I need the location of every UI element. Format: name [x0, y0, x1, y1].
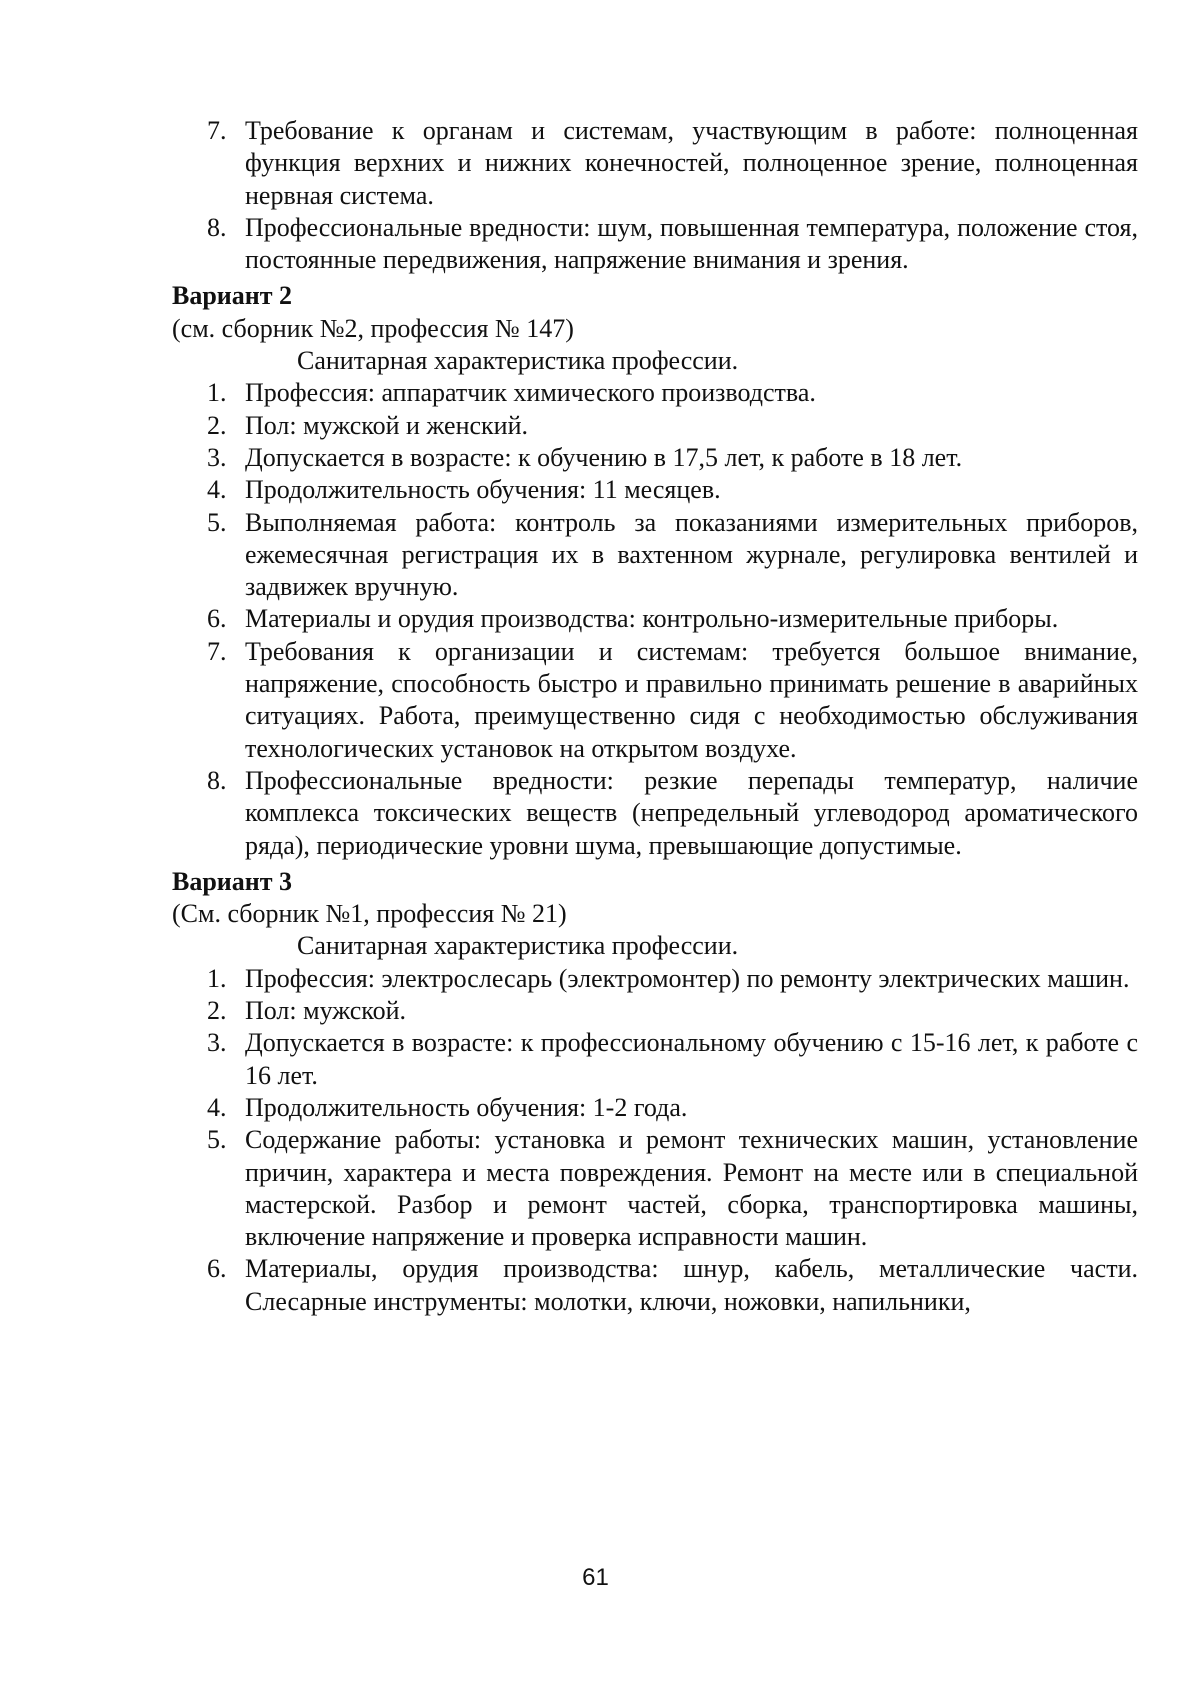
item-text: Материалы и орудия производства: контрольно-измерительные приборы.: [245, 604, 1059, 634]
item-text: Профессиональные вредности: резкие перепады температур, наличие комплекса токсических веществ (непредельный углеводород ароматического ряда), периодические уровни шума, превышающие допустимые.: [245, 765, 1138, 860]
item-number: 6.: [207, 604, 227, 634]
list-item: [172, 442, 1138, 474]
list-item: [172, 603, 1138, 635]
item-text: Выполняемая работа: контроль за показаниями измерительных приборов, ежемесячная регистрация их в вахтенном журнале, регулировка вентилей и задвижек вручную.: [245, 507, 1138, 602]
variant-3-subtitle: Санитарная характеристика профессии.: [297, 931, 739, 961]
list-item: [172, 1253, 1138, 1318]
item-number: 2.: [207, 410, 227, 440]
variant-2-source: (см. сборник №2, профессия № 147): [172, 313, 574, 343]
item-number: 3.: [207, 442, 227, 472]
item-number: 7.: [207, 116, 227, 145]
list-item: [172, 212, 1138, 277]
item-text: Требования к организации и системам: требуется большое внимание, напряжение, способность быстро и правильно принимать решение в аварийных ситуациях. Работа, преимущественно сидя с необходимостью обслуживания технологических установок на открытом воздухе.: [245, 636, 1138, 763]
item-number: 3.: [207, 1028, 227, 1058]
item-text: Профессия: аппаратчик химического производства.: [245, 378, 816, 408]
intro-list: [172, 115, 1138, 276]
list-item: [172, 377, 1138, 409]
variant-3-list: [172, 963, 1138, 1318]
variant-2-list: [172, 377, 1138, 861]
variant-2-subtitle: Санитарная характеристика профессии.: [297, 346, 739, 376]
variant-2-section: [172, 280, 1138, 861]
list-item: [172, 765, 1138, 862]
item-number: 1.: [207, 378, 227, 408]
item-text: Допускается в возрасте: к обучению в 17,5 лет, к работе в 18 лет.: [245, 442, 963, 472]
item-text: Продолжительность обучения: 1-2 года.: [245, 1092, 688, 1122]
list-item: [172, 474, 1138, 506]
item-number: 5.: [207, 507, 227, 537]
item-text: Требование к органам и системам, участвующим в работе: полноценная функция верхних и нижних конечностей, полноценное зрение, полноценная нервная система.: [245, 116, 1138, 210]
item-number: 5.: [207, 1125, 227, 1155]
list-item: [172, 963, 1138, 995]
item-number: 4.: [207, 1092, 227, 1122]
list-item: [172, 115, 1138, 212]
variant-3-section: [172, 866, 1138, 1318]
list-item: [172, 1124, 1138, 1253]
item-text: Допускается в возрасте: к профессиональному обучению с 15-16 лет, к работе с 16 лет.: [245, 1028, 1138, 1090]
item-text: Содержание работы: установка и ремонт технических машин, установление причин, характера и места повреждения. Ремонт на месте или в специальной мастерской. Разбор и ремонт частей, сборка, транспортировка машины, включение напряжение и проверка исправности машин.: [245, 1125, 1138, 1252]
item-number: 6.: [207, 1254, 227, 1284]
item-text: Профессиональные вредности: шум, повышенная температура, положение стоя, постоянные передвижения, напряжение внимания и зрения.: [245, 212, 1138, 275]
item-text: Пол: мужской и женский.: [245, 410, 528, 440]
item-number: 7.: [207, 636, 227, 666]
list-item: [172, 1027, 1138, 1092]
list-item: [172, 995, 1138, 1027]
document-body: [172, 115, 1138, 1318]
list-item: [172, 410, 1138, 442]
item-text: Материалы, орудия производства: шнур, кабель, металлические части. Слесарные инструменты: молотки, ключи, ножовки, напильники,: [245, 1254, 1138, 1316]
list-item: [172, 636, 1138, 765]
item-number: 8.: [207, 212, 227, 242]
variant-3-source: (См. сборник №1, профессия № 21): [172, 899, 567, 929]
variant-2-heading: Вариант 2: [172, 281, 293, 311]
item-text: Продолжительность обучения: 11 месяцев.: [245, 475, 721, 505]
item-number: 8.: [207, 765, 227, 795]
list-item: [172, 507, 1138, 604]
list-item: [172, 1092, 1138, 1124]
item-number: 4.: [207, 475, 227, 505]
item-number: 2.: [207, 996, 227, 1026]
variant-3-heading: Вариант 3: [172, 866, 293, 896]
page-number: 61: [582, 1564, 609, 1591]
item-text: Профессия: электрослесарь (электромонтер) по ремонту электрических машин.: [245, 963, 1130, 993]
item-number: 1.: [207, 963, 227, 993]
item-text: Пол: мужской.: [245, 996, 407, 1026]
